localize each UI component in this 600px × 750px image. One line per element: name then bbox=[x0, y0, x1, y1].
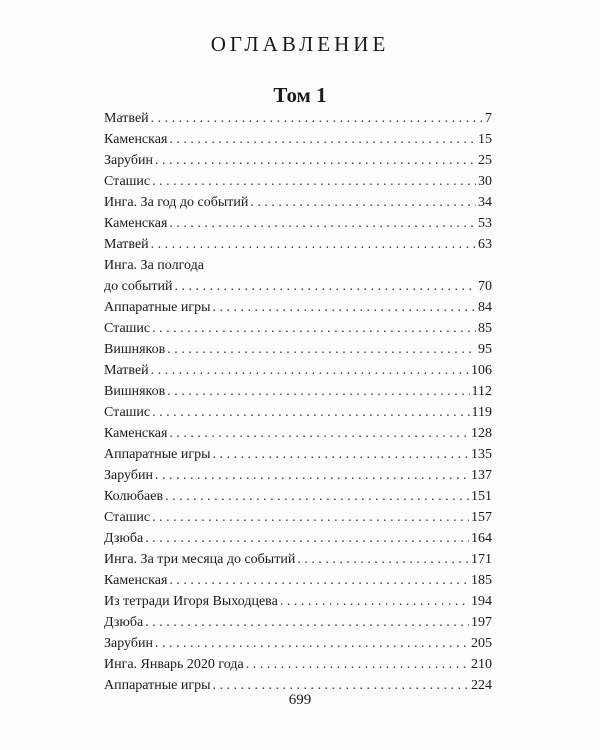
toc-entry-title: Матвей bbox=[104, 237, 149, 252]
toc-entry-page: 70 bbox=[478, 279, 492, 294]
toc-entry-page: 171 bbox=[471, 552, 492, 567]
dot-leader bbox=[213, 444, 469, 465]
toc-entry-page: 53 bbox=[478, 216, 492, 231]
toc-entry-page: 210 bbox=[471, 657, 492, 672]
toc-entry-page: 63 bbox=[478, 237, 492, 252]
toc-entry-title: Инга. За год до событий bbox=[104, 195, 249, 210]
toc-entry bbox=[104, 150, 492, 171]
toc-entry bbox=[104, 108, 492, 129]
dot-leader bbox=[167, 339, 476, 360]
dot-leader bbox=[280, 591, 469, 612]
dot-leader bbox=[246, 654, 469, 675]
dot-leader bbox=[152, 171, 476, 192]
dot-leader bbox=[250, 192, 476, 213]
toc-entry-title: Аппаратные игры bbox=[104, 447, 211, 462]
toc-entry bbox=[104, 528, 492, 549]
toc-entry-page: 197 bbox=[471, 615, 492, 630]
toc-entry-page: 15 bbox=[478, 132, 492, 147]
toc-entry bbox=[104, 255, 492, 297]
toc-entry-page: 30 bbox=[478, 174, 492, 189]
toc-entry-title: Каменская bbox=[104, 132, 168, 147]
toc-entry-page: 157 bbox=[471, 510, 492, 525]
dot-leader bbox=[297, 549, 469, 570]
dot-leader bbox=[152, 507, 469, 528]
toc-entry-page: 119 bbox=[471, 405, 492, 420]
toc-entry bbox=[104, 318, 492, 339]
toc-entry-title: Сташис bbox=[104, 321, 151, 336]
toc-entry-title: Сташис bbox=[104, 174, 151, 189]
toc-entry-title: Инга. Январь 2020 года bbox=[104, 657, 244, 672]
dot-leader bbox=[169, 129, 476, 150]
toc-entry-title: Зарубин bbox=[104, 153, 153, 168]
toc-entry bbox=[104, 633, 492, 654]
toc-entry-page: 34 bbox=[478, 195, 492, 210]
toc-entry-title: Из тетради Игоря Выходцева bbox=[104, 594, 278, 609]
toc-entry-page: 7 bbox=[485, 111, 492, 126]
toc-entry-page: 135 bbox=[471, 447, 492, 462]
dot-leader bbox=[169, 570, 469, 591]
toc-entry-page: 194 bbox=[471, 594, 492, 609]
dot-leader bbox=[145, 612, 469, 633]
toc-entry-title: Каменская bbox=[104, 216, 168, 231]
toc-entry-page: 137 bbox=[471, 468, 492, 483]
dot-leader bbox=[213, 297, 476, 318]
toc-entry-title: Зарубин bbox=[104, 636, 153, 651]
volume-heading: Том 1 bbox=[273, 83, 327, 107]
toc-entry bbox=[104, 402, 492, 423]
toc-entry-title: Каменская bbox=[104, 573, 168, 588]
dot-leader bbox=[151, 234, 476, 255]
toc-entry bbox=[104, 381, 492, 402]
dot-leader bbox=[152, 402, 469, 423]
toc-entry bbox=[104, 234, 492, 255]
toc-entry bbox=[104, 507, 492, 528]
toc-entry bbox=[104, 549, 492, 570]
toc-entry bbox=[104, 591, 492, 612]
toc-entry bbox=[104, 339, 492, 360]
dot-leader bbox=[169, 213, 476, 234]
toc-entry-title: Зарубин bbox=[104, 468, 153, 483]
toc-entry-page: 151 bbox=[471, 489, 492, 504]
toc-entry-page: 95 bbox=[478, 342, 492, 357]
page-number: 699 bbox=[288, 692, 312, 708]
toc-entry-title: Аппаратные игры bbox=[104, 300, 211, 315]
toc-entry-page: 224 bbox=[471, 678, 492, 693]
dot-leader bbox=[155, 150, 476, 171]
toc-entry bbox=[104, 129, 492, 150]
toc-entry-title: Матвей bbox=[104, 363, 149, 378]
dot-leader bbox=[145, 528, 469, 549]
toc-entry-page: 106 bbox=[471, 363, 492, 378]
toc-entry-title: Колюбаев bbox=[104, 489, 164, 504]
toc-entry bbox=[104, 360, 492, 381]
toc-entry-title: Дзюба bbox=[104, 531, 144, 546]
toc-entry-title: Сташис bbox=[104, 510, 151, 525]
toc-entry bbox=[104, 465, 492, 486]
toc-entry bbox=[104, 192, 492, 213]
toc-entry bbox=[104, 213, 492, 234]
dot-leader bbox=[151, 360, 469, 381]
toc-entry bbox=[104, 612, 492, 633]
toc-entry bbox=[104, 486, 492, 507]
toc-entry-page: 164 bbox=[471, 531, 492, 546]
toc-entry-page: 85 bbox=[478, 321, 492, 336]
toc-entry-page: 185 bbox=[471, 573, 492, 588]
toc-entry-page: 128 bbox=[471, 426, 492, 441]
dot-leader bbox=[155, 633, 469, 654]
dot-leader bbox=[174, 276, 476, 297]
toc-entry-title: Сташис bbox=[104, 405, 151, 420]
toc-entry-title: Инга. За три месяца до событий bbox=[104, 552, 296, 567]
toc-entry-title: Вишняков bbox=[104, 342, 166, 357]
toc-entry bbox=[104, 570, 492, 591]
toc-entry bbox=[104, 171, 492, 192]
toc-entry-title-line: Инга. За полгода bbox=[104, 258, 204, 273]
toc-entry bbox=[104, 444, 492, 465]
toc-entry bbox=[104, 654, 492, 675]
toc-entry bbox=[104, 423, 492, 444]
toc-entry-page: 25 bbox=[478, 153, 492, 168]
toc-entry-title: Аппаратные игры bbox=[104, 678, 211, 693]
dot-leader bbox=[151, 108, 483, 129]
toc-entry-title: Каменская bbox=[104, 426, 168, 441]
toc-entry-page: 112 bbox=[471, 384, 492, 399]
toc-entry bbox=[104, 297, 492, 318]
dot-leader bbox=[165, 486, 469, 507]
toc-entry-title: Вишняков bbox=[104, 384, 166, 399]
toc-entry-title: до событий bbox=[104, 279, 173, 294]
dot-leader bbox=[155, 465, 469, 486]
dot-leader bbox=[152, 318, 476, 339]
contents-heading: ОГЛАВЛЕНИЕ bbox=[210, 32, 390, 56]
dot-leader bbox=[169, 423, 469, 444]
toc-entry-page: 205 bbox=[471, 636, 492, 651]
table-of-contents bbox=[104, 108, 492, 696]
toc-entry-page: 84 bbox=[478, 300, 492, 315]
toc-entry-title: Дзюба bbox=[104, 615, 144, 630]
dot-leader bbox=[167, 381, 469, 402]
toc-entry-title: Матвей bbox=[104, 111, 149, 126]
